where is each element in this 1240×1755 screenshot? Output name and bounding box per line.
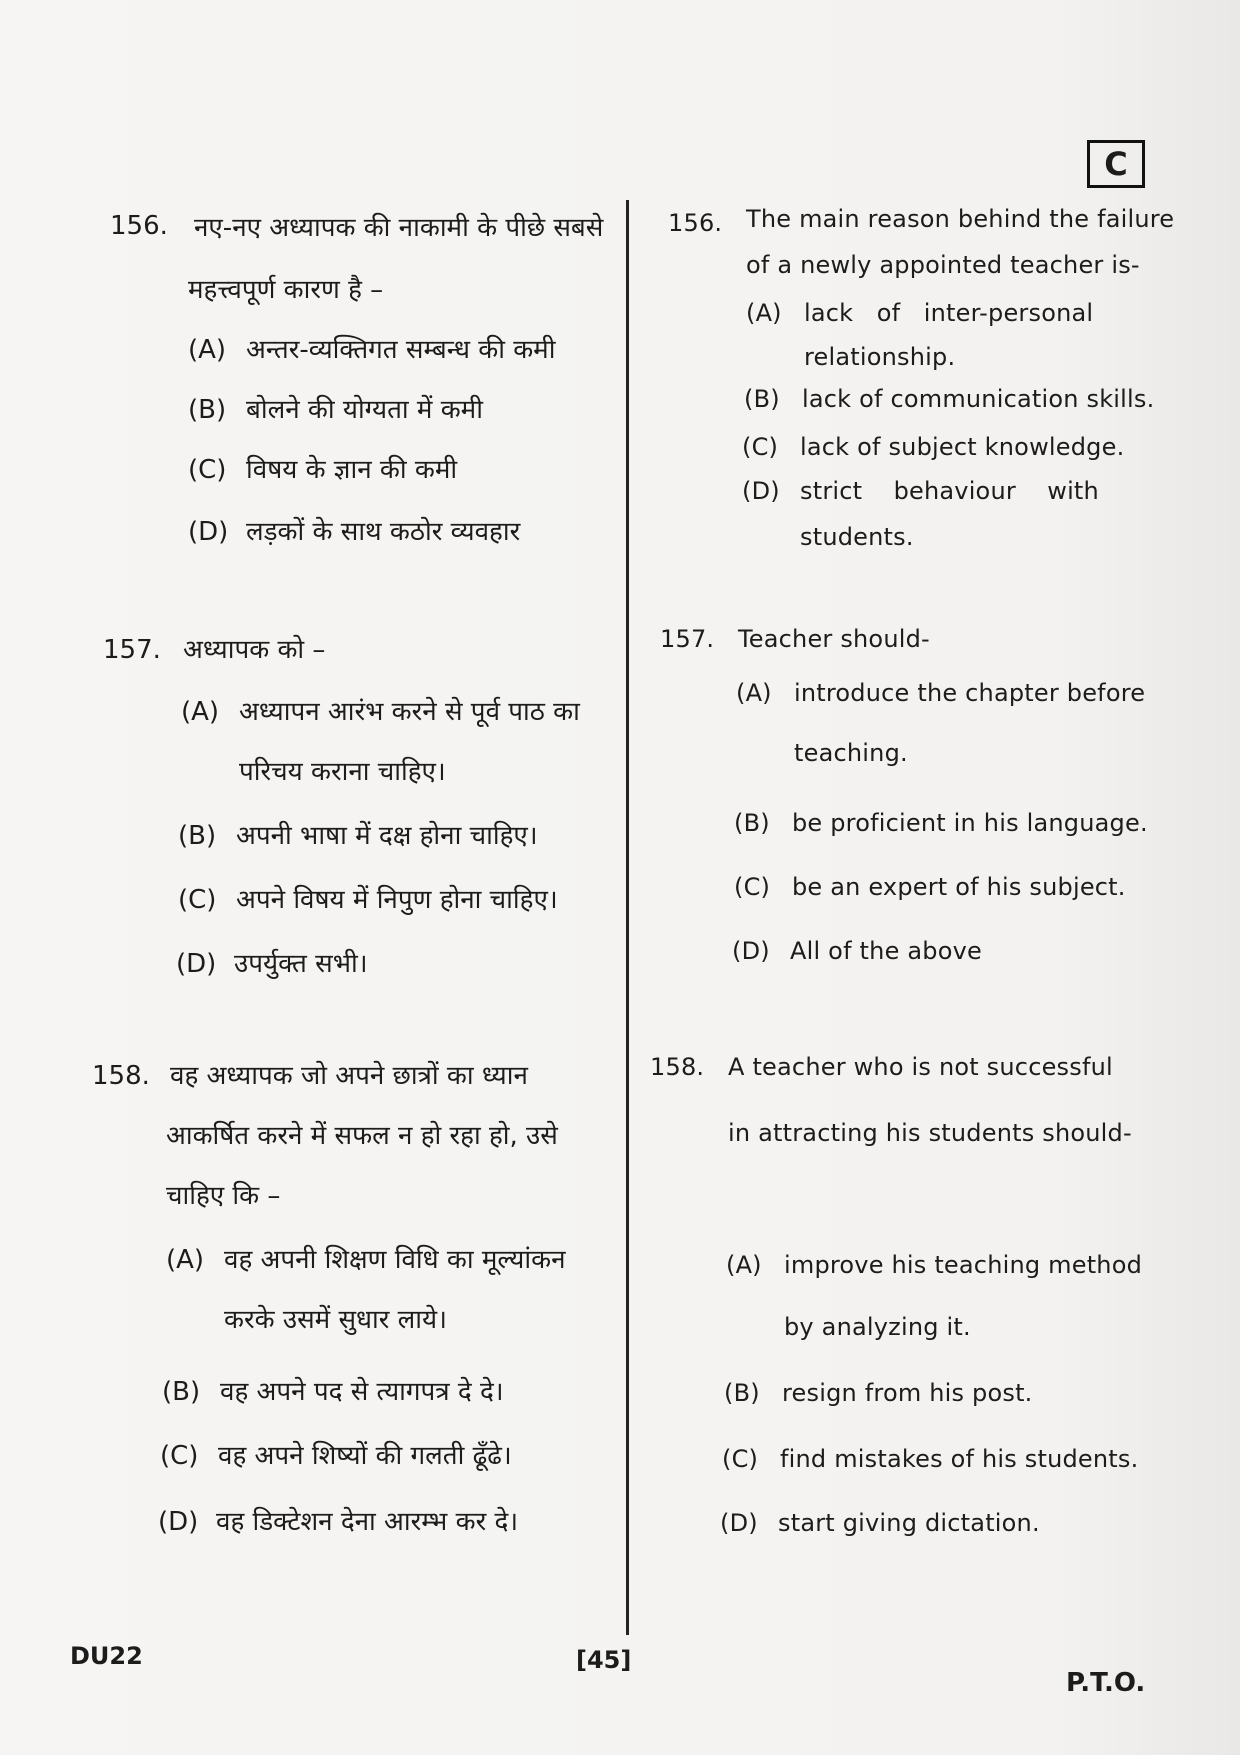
page-number: [45]	[576, 1646, 632, 1674]
question-stem-line: महत्त्वपूर्ण कारण है –	[188, 275, 384, 305]
question-stem-line: अध्यापक को –	[183, 635, 326, 665]
option-a	[166, 1245, 566, 1335]
option-text: अपने विषय में निपुण होना चाहिए।	[236, 885, 558, 915]
option-d	[720, 1509, 1040, 1538]
option-text: वह अपनी शिक्षण विधि का मूल्यांकन	[224, 1245, 566, 1275]
option-a	[181, 697, 580, 787]
option-text-continued: परिचय कराना चाहिए।	[239, 757, 446, 787]
option-text: अन्तर-व्यक्तिगत सम्बन्ध की कमी	[246, 335, 556, 365]
question-stem-line: चाहिए कि –	[166, 1181, 281, 1211]
option-label: (D)	[188, 517, 229, 547]
option-text: be an expert of his subject.	[792, 873, 1126, 901]
option-d	[176, 949, 368, 980]
option-text: resign from his post.	[782, 1379, 1033, 1407]
option-label: (B)	[162, 1377, 201, 1407]
question-stem-line: of a newly appointed teacher is-	[746, 251, 1140, 279]
option-c	[160, 1441, 512, 1472]
option-text: अपनी भाषा में दक्ष होना चाहिए।	[236, 821, 538, 851]
question-number: 156.	[110, 211, 168, 241]
option-a	[726, 1251, 1143, 1341]
option-text: वह अपने शिष्यों की गलती ढूँढे।	[218, 1441, 512, 1471]
option-label: (C)	[188, 455, 227, 485]
option-text: start giving dictation.	[778, 1509, 1040, 1537]
option-text: बोलने की योग्यता में कमी	[246, 395, 483, 425]
option-label: (C)	[742, 433, 779, 461]
option-a	[736, 679, 1146, 767]
question-stem-line: नए-नए अध्यापक की नाकामी के पीछे सबसे	[194, 213, 604, 243]
option-label: (C)	[178, 885, 217, 915]
option-b	[724, 1379, 1033, 1408]
option-label: (B)	[724, 1379, 760, 1407]
option-text: विषय के ज्ञान की कमी	[246, 455, 458, 485]
option-text: strict behaviour with	[800, 477, 1099, 505]
option-d	[732, 937, 982, 966]
option-label: (D)	[742, 477, 780, 505]
option-a	[188, 335, 556, 366]
option-text: introduce the chapter before	[794, 679, 1146, 707]
question-number: 158.	[650, 1053, 705, 1081]
option-text: find mistakes of his students.	[780, 1445, 1139, 1473]
option-text-continued: teaching.	[794, 739, 908, 767]
option-text: उपर्युक्त सभी।	[234, 949, 368, 979]
option-label: (B)	[178, 821, 217, 851]
question-stem-line: A teacher who is not successful	[728, 1053, 1113, 1081]
question-number: 156.	[668, 209, 723, 237]
option-label: (A)	[736, 679, 772, 707]
question-stem-line: Teacher should-	[738, 625, 930, 653]
option-label: (D)	[158, 1507, 199, 1537]
option-label: (A)	[726, 1251, 762, 1279]
booklet-code: DU22	[70, 1642, 143, 1670]
option-text: lack of subject knowledge.	[800, 433, 1125, 461]
option-c	[742, 433, 1125, 462]
option-label: (C)	[734, 873, 771, 901]
option-text-continued: students.	[800, 523, 914, 551]
question-number: 157.	[103, 635, 161, 665]
option-label: (D)	[732, 937, 770, 965]
option-a	[746, 299, 1094, 371]
option-text: lack of communication skills.	[802, 385, 1155, 413]
option-label: (C)	[722, 1445, 759, 1473]
option-c	[734, 873, 1126, 902]
option-text-continued: relationship.	[804, 343, 956, 371]
option-b	[734, 809, 1148, 838]
option-c	[188, 455, 458, 486]
option-b	[178, 821, 538, 852]
option-d	[742, 477, 1099, 551]
option-label: (D)	[720, 1509, 758, 1537]
option-b	[744, 385, 1155, 414]
question-number: 157.	[660, 625, 715, 653]
option-text: lack of inter-personal	[804, 299, 1094, 327]
pto-label: P.T.O.	[1066, 1668, 1146, 1698]
column-divider	[626, 200, 629, 1635]
option-label: (A)	[746, 299, 782, 327]
option-c	[178, 885, 558, 916]
option-b	[162, 1377, 504, 1408]
option-d	[188, 517, 521, 548]
question-stem-line: The main reason behind the failure	[746, 205, 1175, 233]
option-b	[188, 395, 483, 426]
option-text: be proficient in his language.	[792, 809, 1148, 837]
set-code-box: C	[1087, 140, 1145, 188]
question-stem-line: in attracting his students should-	[728, 1119, 1132, 1147]
option-text: All of the above	[790, 937, 982, 965]
option-label: (A)	[181, 697, 220, 727]
option-text: अध्यापन आरंभ करने से पूर्व पाठ का	[239, 697, 580, 727]
option-d	[158, 1507, 519, 1538]
question-stem-line: आकर्षित करने में सफल न हो रहा हो, उसे	[166, 1121, 558, 1151]
option-label: (B)	[744, 385, 780, 413]
question-number: 158.	[92, 1061, 150, 1091]
option-text-continued: करके उसमें सुधार लाये।	[224, 1305, 447, 1335]
option-label: (B)	[734, 809, 770, 837]
option-c	[722, 1445, 1139, 1474]
option-label: (A)	[188, 335, 227, 365]
option-label: (D)	[176, 949, 217, 979]
option-text: लड़कों के साथ कठोर व्यवहार	[246, 517, 521, 547]
option-text: वह अपने पद से त्यागपत्र दे दे।	[220, 1377, 504, 1407]
option-label: (C)	[160, 1441, 199, 1471]
option-text: वह डिक्टेशन देना आरम्भ कर दे।	[216, 1507, 519, 1537]
option-text: improve his teaching method	[784, 1251, 1143, 1279]
option-label: (A)	[166, 1245, 205, 1275]
question-stem-line: वह अध्यापक जो अपने छात्रों का ध्यान	[170, 1061, 528, 1091]
option-label: (B)	[188, 395, 227, 425]
option-text-continued: by analyzing it.	[784, 1313, 971, 1341]
